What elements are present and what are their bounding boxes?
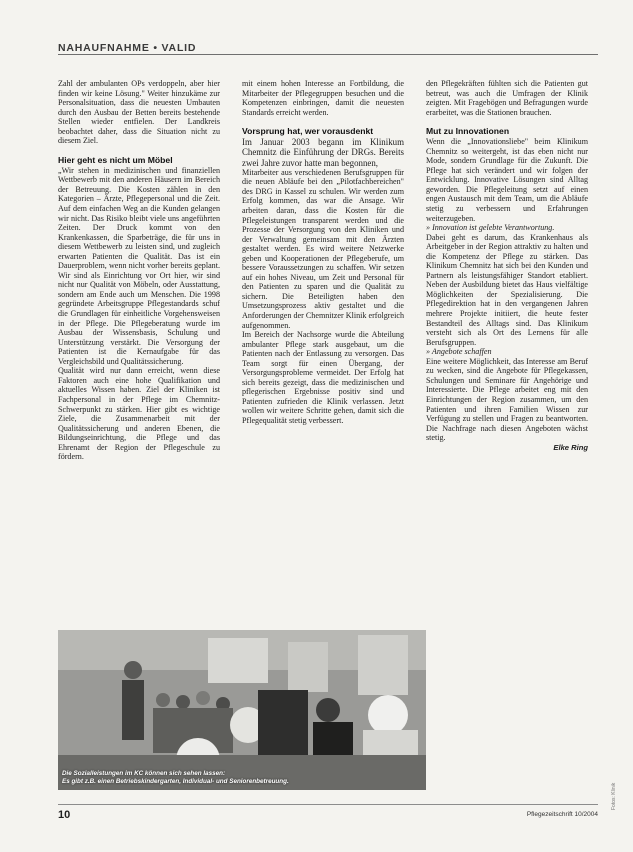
- subheading: Mut zu Innovationen: [426, 126, 510, 137]
- photo-credit: Fotos: Klinik: [611, 782, 617, 810]
- column-1: [58, 79, 220, 462]
- section-title: NAHAUFNAHME • VALID: [58, 42, 197, 54]
- page-footer: [58, 804, 598, 825]
- photo-illustration: [58, 630, 426, 790]
- paragraph: Dabei geht es darum, das Krankenhaus als Arbeitgeber in der Region attraktiv zu halten und die Kompetenz der Pflege zu stärken. Das Klinikum Chemnitz hat sich bei den Kunden und Partnern als leistungsfähiger Standort etabliert. Neben der Ausbildung bietet das Haus vielfältige Möglichkeiten der Spezialisierung. Die Pflegedirektion hat in den vergangenen Jahren mehrere Projekte initiiert, die heute fester Bestandteil des Alltags sind. Das Klinikum versteht sich als Ort des Lernens für alle Berufsgruppen.: [426, 232, 588, 347]
- paragraph: Wenn die „Innovationsliebe" beim Klinikum Chemnitz so weitergeht, ist das eben nicht nur Mode, sondern Grundlage für die Zukunft. Die Pflege hat sich verändert und wir folgen der Entwicklung. Innovative Lösungen sind Alltag geworden. Die Pflegeleitung setzt auf einen engen Austausch mit dem Team, um die Abläufe stetig zu verbessern und Erfahrungen weiterzugeben.: [426, 137, 588, 223]
- column-2: [242, 79, 404, 426]
- subheading: Hier geht es nicht um Möbel: [58, 154, 173, 165]
- column-3: [426, 79, 588, 452]
- author-name: Elke Ring: [553, 442, 588, 452]
- paragraph: Eine weitere Möglichkeit, das Interesse am Beruf zu wecken, sind die Angebote für Pflegekassen, Schulungen und Seminare für Angehörige und Interessierte. Die Pflege arbeitet eng mit den Einrichtungen der Region zusammen, um den Patienten und ihren Familien Wissen zur Verfügung zu stellen und Fragen zu beantworten. Die Nachfrage nach diesen Angeboten wächst stetig.: [426, 356, 588, 443]
- pull-note: » Angebote schaffen: [426, 347, 492, 357]
- page-header: [58, 38, 598, 55]
- lead-paragraph: Im Januar 2003 begann im Klinikum Chemnitz die Einführung der DRGs. Bereits zwei Jahre zuvor hatte man begonnen,: [242, 137, 404, 168]
- paragraph: Mitarbeiter aus verschiedenen Berufsgruppen für die neuen Abläufe bei den „Pilotfachbereichen" des DRG in Kassel zu schulen. Wir werden zum Erfolg kommen, das war die Ansage. Wir arbeiten daran, dass die Kosten für die Pflegeleistungen transparent werden und die Prozesse der Versorgung von den Kliniken und der Verwaltung gemeinsam mit den Ärzten gestaltet werden. Es wird weitere Netzwerke geben und Kooperationen der Pflegeberufe, um bessere Voraussetzungen zu schaffen. Wir setzen auf ein hohes Niveau, um Zeit und Personal für den Patienten zu sparen und die Qualität zu sichern. Die Beteiligten haben den Umsetzungsprozess aktiv gestaltet und die Anforderungen der Chemnitzer Klinik erfolgreich aufgenommen.: [242, 167, 404, 330]
- pull-note: » Innovation ist gelebte Verantwortung.: [426, 223, 555, 233]
- publication-info: Pflegezeitschrift 10/2004: [526, 811, 598, 818]
- photo-caption: [58, 770, 426, 786]
- subheading: Vorsprung hat, wer vorausdenkt: [242, 126, 374, 137]
- paragraph: Im Bereich der Nachsorge wurde die Abteilung ambulanter Pflege stark ausgebaut, um die Patienten nach der Entlassung zu versorgen. Das Team sorgt für einen Übergang, der Versorgungsprobleme vermeidet. Der Erfolg hat sich bereits gezeigt, dass die medizinischen und pflegerischen Ergebnisse positiv sind und Patienten zufrieden die Klinik verlassen. Jetzt wollen wir weitere Schritte gehen, damit sich die Pflegequalität stetig verbessert.: [242, 330, 404, 426]
- paragraph: Zahl der ambulanten OPs verdoppeln, aber hier finden wir keine Lösung." Weiter hinzukäme zur Personalsituation, dass die neuesten Umbauten durch den Ausbau der Betten bereits bestehende Stellen wieder entfielen. Der Landkreis beobachtet daher, dass die Situation nicht zu diesem Ziel.: [58, 79, 220, 146]
- paragraph: Qualität wird nur dann erreicht, wenn diese Faktoren auch eine hohe Qualifikation und aktuelles Wissen haben. Ziel der Kliniken ist Fachpersonal in der Pflege im Chemnitz-Schwerpunkt zu stärken. Hier gibt es wichtige Ziele, die Zusammenarbeit mit der Qualitätssicherung und anderen Ebenen, die Bildungseinrichtung, die Pflege und das Ehrenamt der Region der Pflegeschule zu fördern.: [58, 366, 220, 462]
- caption-line: Es gibt z.B. einen Betriebskindergarten, Individual- und Seniorenbetreuung.: [62, 778, 289, 785]
- paragraph: „Wir stehen in medizinischen und finanziellen Wettbewerb mit den anderen Häusern im Bereich der Betreuung. Die Kosten zählen in den Kategorien – Ärzte, Pflegepersonal und die Zeit. Auf dem einfachen Weg an die Kunden gelangen wir nicht. Das Risiko bleibt viele uns angeführten Zeiten. Der Druck kommt von den Krankenkassen, die Sparbeträge, die für uns in diesem Wettbewerb zu leisten sind, und zugleich erwarten Patienten die Qualität. Das ist ein Dauerproblem, wenn nicht vorher bereits geplant. Wir sind als Einrichtung vor Ort hier, wir sind nicht nur Qualität von Möbeln, oder Ausstattung, sondern am Ende auch um Menschen. Die 1998 gegründete Arbeitsgruppe Pflegestandards schuf die Grundlagen für einheitliche Vorgehensweisen in der Pflege. Die Pflegeberatung wurde im Ausbau der Wissensbasis, Schulung und Unterstützung verstärkt. Die Versorgung der Patienten ist die Kernaufgabe für das Vergleichsbild und Qualitätssicherung.: [58, 165, 220, 366]
- article-photo: [58, 630, 426, 790]
- paragraph: den Pflegekräften fühlten sich die Patienten gut betreut, was auch die Umfragen der Klinik zeigten. Mit Fragebögen und Befragungen wurde erarbeitet, was die Stationen brauchen.: [426, 79, 588, 117]
- caption-line: Die Sozialleistungen im KC können sich sehen lassen:: [62, 770, 226, 777]
- paragraph: mit einem hohen Interesse an Fortbildung, die Mitarbeiter der Pflegegruppen besuchen und die Kompetenzen einbringen, damit die neuesten Standards erreicht werden.: [242, 79, 404, 117]
- page-number: 10: [58, 809, 71, 821]
